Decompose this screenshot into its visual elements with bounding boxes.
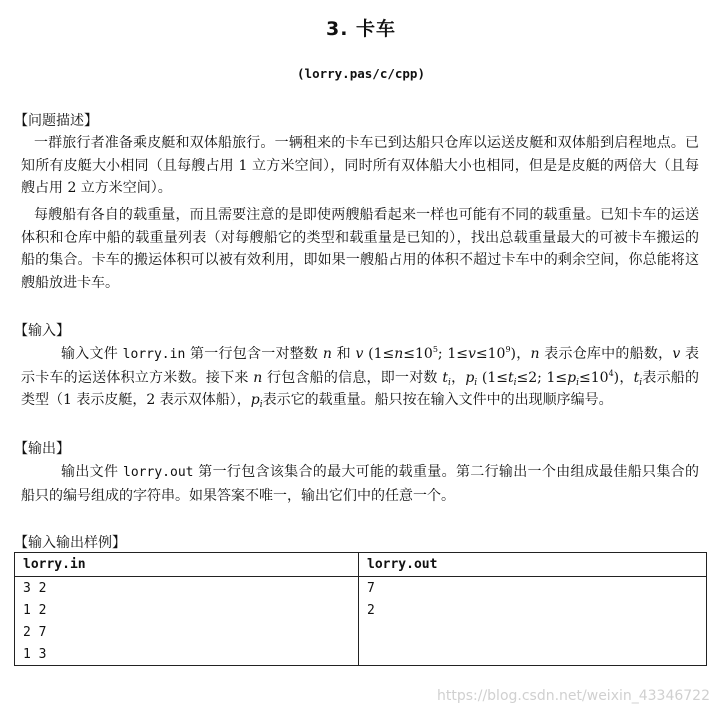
input-file-name: lorry.in [122, 347, 186, 362]
sample-heading: 【输入输出样例】 [14, 535, 126, 551]
file-subtitle: (lorry.pas/c/cpp) [297, 66, 425, 81]
output-file-name: lorry.out [123, 465, 194, 480]
sample-output-cell [359, 621, 707, 643]
problem-description-para-1: 一群旅行者准备乘皮艇和双体船旅行。一辆租来的卡车已到达船只仓库以运送皮艇和双体船到启程地点。已知所有皮艇大小相同（且每艘占用 1 立方米空间），同时所有双体船大小也相同，但是是皮艇的两倍大（且每艘占用 2 立方米空间）。 [21, 135, 699, 196]
problem-description-para-2: 每艘船有各自的载重量，而且需要注意的是即使两艘船看起来一样也可能有不同的载重量。已知卡车的运送体积和仓库中船的载重量列表（对每艘船它的类型和载重量是已知的），找出总载重量最大的可被卡车搬运的船的集合。卡车的搬运体积可以被有效利用，即如果一艘船占用的体积不超过卡车中的剩余空间，你总能将这艘船放进卡车。 [21, 207, 699, 291]
watermark: https://blog.csdn.net/weixin_43346722 [436, 688, 710, 704]
output-heading: 【输出】 [14, 441, 70, 457]
sample-input-header: lorry.in [15, 553, 359, 577]
sample-output-cell: 7 [359, 577, 707, 600]
sample-output-cell: 2 [359, 599, 707, 621]
table-row [15, 643, 707, 666]
table-row [15, 599, 707, 621]
problem-title: 3. 卡车 [325, 18, 397, 40]
sample-input-cell: 2 7 [15, 621, 359, 643]
sample-output-header: lorry.out [359, 553, 707, 577]
sample-output-cell [359, 643, 707, 666]
sample-input-cell: 3 2 [15, 577, 359, 600]
table-row [15, 621, 707, 643]
input-heading: 【输入】 [14, 323, 70, 339]
sample-input-cell: 1 2 [15, 599, 359, 621]
sample-table [14, 552, 707, 666]
table-row [15, 577, 707, 600]
input-description: 输入文件 lorry.in 第一行包含一对整数 n 和 v ($1\le n\le 10^5$; $1\le v\le 10^9$)，n 表示仓库中的船数，v 表示卡车的运送体积立方米数。接下来 n 行包含船的信息，即一对数 $t_i$，$p_i$ ($1\le t_i\le 2$; $1\le p_i\le 10^4$)，$t_i$表示船的类型（1 表示皮艇，2 表示双体船），$p_i$表示它的载重量。船只按在输入文件中的出现顺序编号。 [21, 345, 700, 410]
sample-header-row [15, 553, 707, 577]
output-description: 输出文件 lorry.out 第一行包含该集合的最大可能的载重量。第二行输出一个由组成最佳船只集合的船只的编号组成的字符串。如果答案不唯一，输出它们中的任意一个。 [21, 464, 699, 504]
problem-description-heading: 【问题描述】 [14, 113, 98, 129]
sample-input-cell: 1 3 [15, 643, 359, 666]
